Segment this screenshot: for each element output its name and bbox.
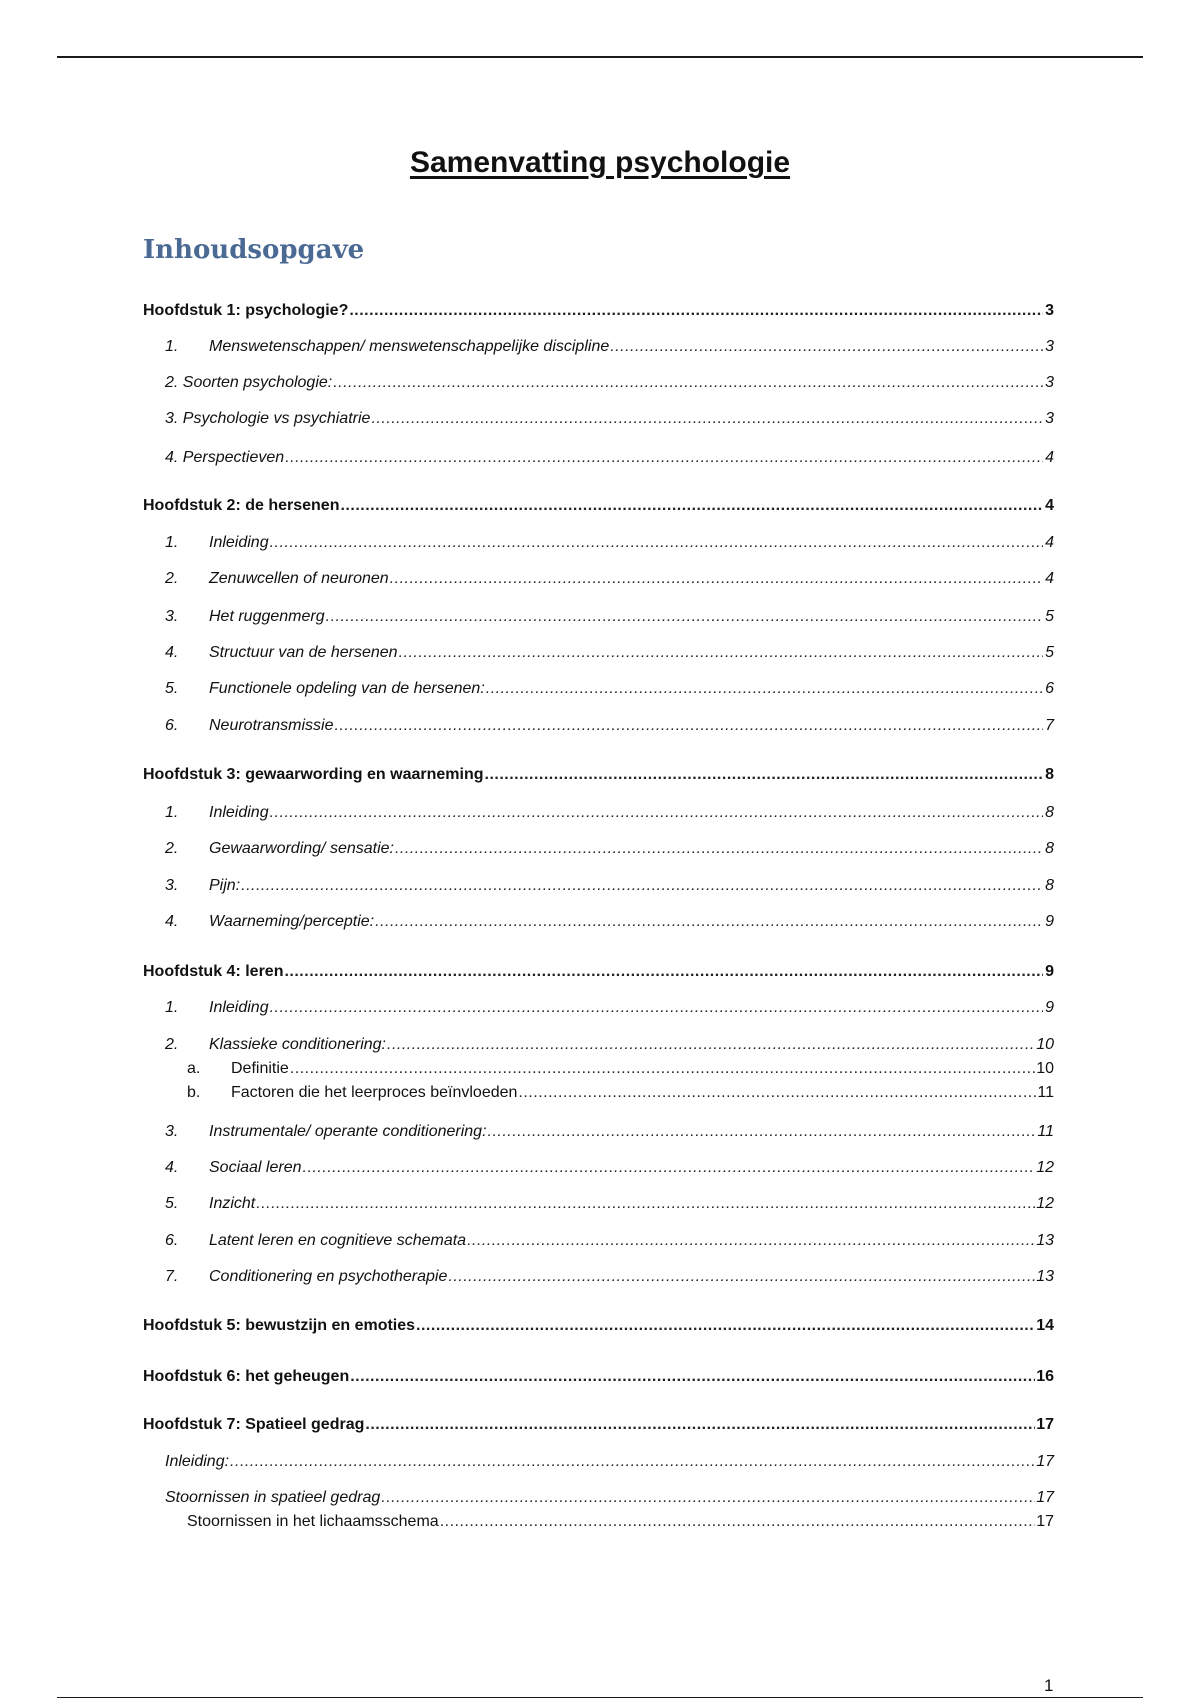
toc-page-number: 16 — [1036, 1368, 1054, 1385]
toc-page-number: 14 — [1036, 1317, 1054, 1334]
toc-leader — [375, 911, 1043, 933]
page-number: 1 — [1044, 1676, 1054, 1695]
toc-page-number: 5 — [1045, 644, 1054, 661]
toc-page-number: 8 — [1045, 877, 1054, 894]
toc-leader — [230, 1451, 1035, 1473]
toc-page-number: 6 — [1045, 680, 1054, 697]
toc-entry-1-1[interactable] — [165, 336, 1054, 358]
toc-entry-7-1[interactable] — [165, 1451, 1054, 1473]
toc-entry-label: Hoofdstuk 4: leren — [143, 963, 284, 980]
toc-entry-3-2[interactable] — [165, 838, 1054, 860]
toc-entry-chapter-2[interactable] — [143, 495, 1054, 517]
toc-entry-label: Zenuwcellen of neuronen — [209, 570, 389, 587]
toc-entry-label: Hoofdstuk 5: bewustzijn en emoties — [143, 1317, 416, 1334]
toc-entry-4-3[interactable] — [165, 1121, 1054, 1143]
toc-page-number: 3 — [1045, 374, 1054, 391]
toc-entry-4-1[interactable] — [165, 997, 1054, 1019]
toc-entry-number: 1. — [165, 999, 179, 1016]
toc-leader — [333, 372, 1043, 394]
toc-entry-number: 6. — [165, 1232, 179, 1249]
toc-entry-2-3[interactable] — [165, 606, 1054, 628]
toc-leader — [448, 1266, 1035, 1288]
toc-entry-label: Pijn: — [209, 877, 241, 894]
toc-entry-1-4[interactable] — [165, 447, 1054, 469]
toc-entry-label: Waarneming/perceptie: — [209, 913, 375, 930]
toc-leader — [290, 1058, 1035, 1080]
toc-page-number: 12 — [1036, 1159, 1054, 1176]
toc-leader — [387, 1034, 1035, 1056]
toc-entry-chapter-3[interactable] — [143, 764, 1054, 786]
toc-leader — [488, 1121, 1037, 1143]
toc-page-number: 8 — [1045, 766, 1054, 783]
toc-entry-chapter-1[interactable] — [143, 300, 1054, 322]
toc-entry-chapter-5[interactable] — [143, 1315, 1054, 1337]
toc-leader — [486, 678, 1043, 700]
toc-page-number: 3 — [1045, 338, 1054, 355]
toc-entry-4-2-b[interactable] — [187, 1082, 1054, 1104]
toc-entry-7-2[interactable] — [165, 1487, 1054, 1509]
toc-leader — [241, 875, 1043, 897]
toc-leader — [416, 1315, 1035, 1337]
toc-page-number: 5 — [1045, 608, 1054, 625]
toc-page-number: 7 — [1045, 717, 1054, 734]
toc-entry-number: 1. — [165, 534, 179, 551]
toc-heading: Inhoudsopgave — [143, 235, 365, 265]
toc-entry-4-6[interactable] — [165, 1230, 1054, 1252]
toc-entry-number: 4. — [165, 913, 179, 930]
document-title: Samenvatting psychologie — [409, 146, 791, 179]
toc-entry-label: Menswetenschappen/ menswetenschappelijke discipline — [209, 338, 610, 355]
toc-page-number: 10 — [1036, 1036, 1054, 1053]
toc-entry-label: Neurotransmissie — [209, 717, 334, 734]
toc-entry-1-2[interactable] — [165, 372, 1054, 394]
toc-entry-3-1[interactable] — [165, 802, 1054, 824]
toc-entry-number: 6. — [165, 717, 179, 734]
toc-entry-1-3[interactable] — [165, 408, 1054, 430]
toc-entry-label: Het ruggenmerg — [209, 608, 325, 625]
toc-entry-label: Hoofdstuk 3: gewaarwording en waarneming — [143, 766, 484, 783]
toc-page-number: 4 — [1045, 570, 1054, 587]
toc-entry-label: Structuur van de hersenen — [209, 644, 398, 661]
toc-entry-2-6[interactable] — [165, 715, 1054, 737]
toc-leader — [350, 1366, 1035, 1388]
toc-page-number: 17 — [1036, 1416, 1054, 1433]
toc-page-number: 12 — [1036, 1195, 1054, 1212]
toc-entry-number: 1. — [165, 338, 179, 355]
toc-entry-label: Gewaarwording/ sensatie: — [209, 840, 394, 857]
toc-entry-number: 5. — [165, 1195, 179, 1212]
toc-leader — [270, 997, 1043, 1019]
toc-page-number: 9 — [1045, 963, 1054, 980]
toc-entry-label: Inleiding — [209, 534, 269, 551]
toc-entry-4-2[interactable] — [165, 1034, 1054, 1056]
toc-entry-label: Functionele opdeling van de hersenen: — [209, 680, 485, 697]
toc-entry-label: Inleiding: — [165, 1453, 230, 1470]
toc-leader — [340, 495, 1043, 517]
toc-entry-label: Latent leren en cognitieve schemata — [209, 1232, 467, 1249]
toc-page-number: 4 — [1045, 449, 1054, 466]
toc-entry-4-2-a[interactable] — [187, 1058, 1054, 1080]
toc-entry-2-1[interactable] — [165, 532, 1054, 554]
toc-page-number: 4 — [1045, 497, 1054, 514]
toc-leader — [284, 961, 1043, 983]
toc-entry-chapter-6[interactable] — [143, 1366, 1054, 1388]
toc-entry-4-4[interactable] — [165, 1157, 1054, 1179]
toc-entry-label: Definitie — [231, 1060, 289, 1077]
toc-entry-label: Inleiding — [209, 804, 269, 821]
footer-rule — [57, 1697, 1143, 1698]
toc-page-number: 17 — [1036, 1513, 1054, 1530]
toc-page-number: 3 — [1045, 302, 1054, 319]
toc-entry-chapter-7[interactable] — [143, 1414, 1054, 1436]
toc-entry-label: Klassieke conditionering: — [209, 1036, 386, 1053]
toc-entry-label: Hoofdstuk 6: het geheugen — [143, 1368, 350, 1385]
toc-page-number: 8 — [1045, 840, 1054, 857]
toc-entry-label: Inzicht — [209, 1195, 256, 1212]
toc-entry-label: 4. Perspectieven — [165, 449, 285, 466]
toc-entry-4-7[interactable] — [165, 1266, 1054, 1288]
toc-leader — [440, 1511, 1036, 1533]
toc-entry-number: 3. — [165, 608, 179, 625]
toc-page-number: 11 — [1037, 1084, 1054, 1101]
toc-entry-label: Conditionering en psychotherapie — [209, 1268, 448, 1285]
toc-leader — [349, 300, 1043, 322]
toc-leader — [467, 1230, 1035, 1252]
toc-leader — [256, 1193, 1035, 1215]
toc-leader — [399, 642, 1043, 664]
toc-page-number: 10 — [1036, 1060, 1054, 1077]
toc-entry-number: 4. — [165, 1159, 179, 1176]
toc-entry-number: 7. — [165, 1268, 179, 1285]
toc-page-number: 3 — [1045, 410, 1054, 427]
toc-entry-number: 2. — [165, 840, 179, 857]
toc-entry-3-4[interactable] — [165, 911, 1054, 933]
toc-entry-3-3[interactable] — [165, 875, 1054, 897]
toc-page-number: 9 — [1045, 913, 1054, 930]
toc-entry-label: Stoornissen in spatieel gedrag — [165, 1489, 381, 1506]
toc-leader — [518, 1082, 1036, 1104]
toc-entry-label: Stoornissen in het lichaamsschema — [187, 1513, 439, 1530]
toc-page-number: 13 — [1036, 1232, 1054, 1249]
toc-leader — [334, 715, 1043, 737]
toc-leader — [285, 447, 1043, 469]
toc-page-number: 17 — [1036, 1453, 1054, 1470]
toc-leader — [610, 336, 1043, 358]
toc-entry-number: 2. — [165, 1036, 179, 1053]
toc-entry-number: 2. — [165, 570, 179, 587]
toc-page-number: 13 — [1036, 1268, 1054, 1285]
toc-leader — [303, 1157, 1036, 1179]
toc-page-number: 11 — [1037, 1123, 1054, 1140]
toc-page-number: 4 — [1045, 534, 1054, 551]
toc-entry-number: 3. — [165, 877, 179, 894]
toc-entry-number: 4. — [165, 644, 179, 661]
toc-entry-2-2[interactable] — [165, 568, 1054, 590]
toc-leader — [395, 838, 1043, 860]
toc-page-number: 17 — [1036, 1489, 1054, 1506]
toc-entry-label: Instrumentale/ operante conditionering: — [209, 1123, 487, 1140]
toc-leader — [371, 408, 1043, 430]
toc-entry-label: 3. Psychologie vs psychiatrie — [165, 410, 371, 427]
toc-entry-number: 3. — [165, 1123, 179, 1140]
toc-leader — [485, 764, 1044, 786]
toc-leader — [381, 1487, 1035, 1509]
toc-leader — [270, 532, 1043, 554]
toc-entry-number: a. — [187, 1060, 201, 1077]
toc-entry-2-5[interactable] — [165, 678, 1054, 700]
toc-leader — [390, 568, 1043, 590]
toc-entry-7-2-a[interactable] — [187, 1511, 1054, 1533]
toc-entry-number: 5. — [165, 680, 179, 697]
toc-entry-label: Sociaal leren — [209, 1159, 302, 1176]
toc-entry-label: Hoofdstuk 7: Spatieel gedrag — [143, 1416, 365, 1433]
toc-leader — [270, 802, 1043, 824]
toc-leader — [326, 606, 1043, 628]
toc-entry-label: Inleiding — [209, 999, 269, 1016]
toc-entry-number: 1. — [165, 804, 179, 821]
toc-entry-4-5[interactable] — [165, 1193, 1054, 1215]
toc-entry-2-4[interactable] — [165, 642, 1054, 664]
toc-page-number: 9 — [1045, 999, 1054, 1016]
toc-entry-label: 2. Soorten psychologie: — [165, 374, 333, 391]
toc-entry-chapter-4[interactable] — [143, 961, 1054, 983]
toc-entry-label: Hoofdstuk 2: de hersenen — [143, 497, 340, 514]
toc-entry-number: b. — [187, 1084, 201, 1101]
toc-entry-label: Factoren die het leerproces beïnvloeden — [231, 1084, 518, 1101]
toc-leader — [365, 1414, 1035, 1436]
toc-entry-label: Hoofdstuk 1: psychologie? — [143, 302, 349, 319]
toc-page-number: 8 — [1045, 804, 1054, 821]
